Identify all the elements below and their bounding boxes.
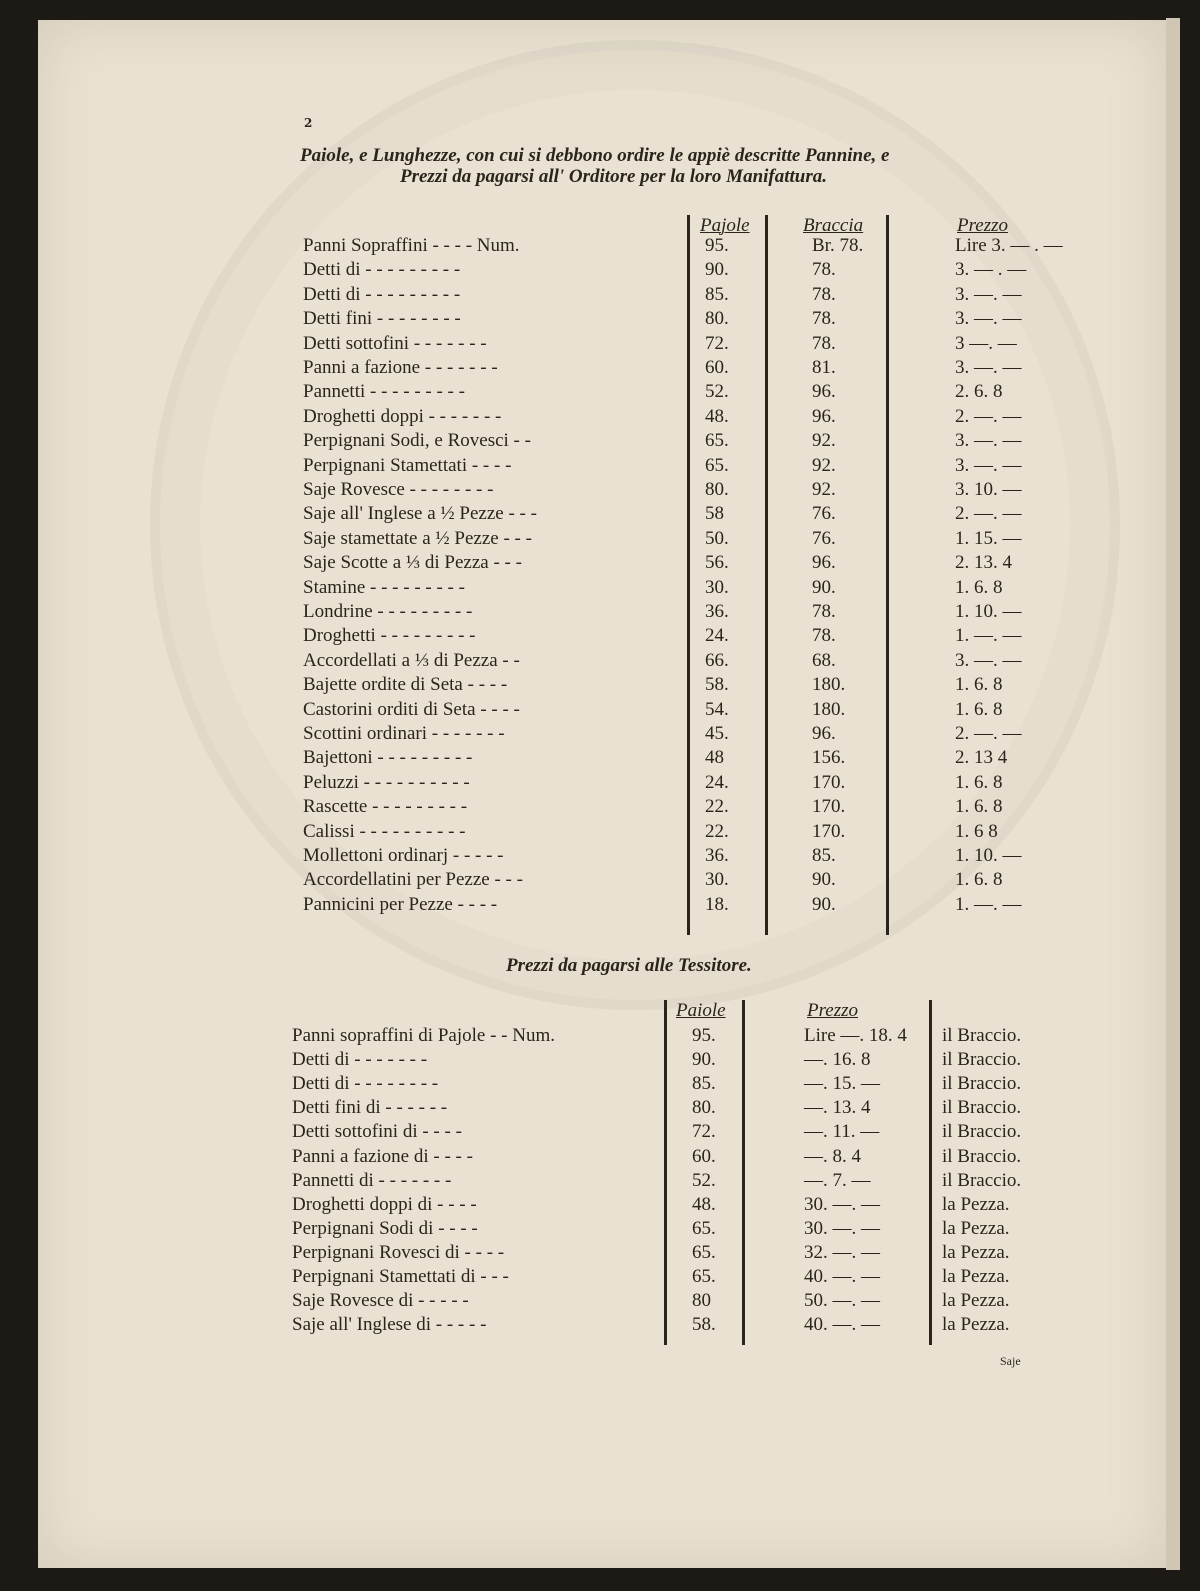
braccia-value: 170.: [812, 796, 846, 818]
prezzo-value: Lire 3. — . —: [955, 235, 1063, 256]
table-row: [0, 650, 1200, 675]
table-row: [0, 235, 1200, 260]
row-label: Perpignani Stamettati di - - -: [292, 1266, 509, 1287]
braccia-value: 92.: [812, 479, 836, 500]
prezzo-value: 3. —. —: [955, 308, 1022, 330]
page-number: 2: [304, 116, 313, 130]
prezzo-value: 2. —. —: [955, 723, 1022, 744]
braccia-value: 78.: [812, 625, 836, 647]
braccia-value: 180.: [812, 674, 846, 696]
table-row: [0, 1242, 1200, 1266]
table-row: [0, 284, 1200, 309]
title-line-2: Prezzi da pagarsi all' Orditore per la loro Manifattura.: [400, 166, 828, 187]
header-paiole: Paiole: [676, 1000, 726, 1021]
paiole-value: 72.: [692, 1121, 716, 1143]
row-label: Calissi - - - - - - - - - -: [303, 820, 466, 842]
pajole-value: 48: [705, 747, 724, 769]
braccia-value: 92.: [812, 430, 836, 452]
braccia-value: 81.: [812, 357, 836, 378]
prezzo-value: 1. 10. —: [955, 845, 1022, 866]
row-label: Panni a fazione - - - - - - -: [303, 357, 498, 378]
pajole-value: 72.: [705, 332, 729, 354]
prezzo-value: 3. —. —: [955, 357, 1022, 378]
prezzo-value: 40. —. —: [804, 1314, 880, 1336]
prezzo-value: 2. 13. 4: [955, 552, 1012, 574]
row-label: Peluzzi - - - - - - - - - -: [303, 771, 470, 793]
braccia-value: 78.: [812, 308, 836, 330]
pajole-value: 24.: [705, 771, 729, 793]
pajole-value: 90.: [705, 259, 729, 281]
header-prezzo: Prezzo: [957, 215, 1009, 236]
table-row: [0, 1290, 1200, 1314]
row-label: Accordellati a ⅓ di Pezza - -: [303, 649, 520, 671]
prezzo-value: 30. —. —: [804, 1193, 880, 1215]
prezzo-value: 40. —. —: [804, 1266, 880, 1287]
braccia-value: 180.: [812, 698, 846, 720]
prezzo-value: 3. —. —: [955, 454, 1022, 476]
row-label: Rascette - - - - - - - - -: [303, 796, 468, 818]
pajole-value: 80.: [705, 308, 729, 330]
row-label: Scottini ordinari - - - - - - -: [303, 723, 505, 744]
unit-label: il Braccio.: [942, 1025, 1022, 1046]
table-row: [0, 699, 1200, 724]
braccia-value: 78.: [812, 259, 836, 281]
pajole-value: 60.: [705, 357, 729, 378]
prezzo-value: Lire —. 18. 4: [804, 1025, 907, 1046]
prezzo-value: 2. —. —: [955, 503, 1022, 525]
table-row: [0, 479, 1200, 504]
table-row: [0, 1266, 1200, 1290]
table-row: [0, 406, 1200, 431]
table-row: [0, 1218, 1200, 1242]
prezzo-value: 1. 15. —: [955, 527, 1022, 549]
table-row: [0, 772, 1200, 797]
row-label: Saje all' Inglese a ½ Pezze - - -: [303, 503, 537, 525]
table-row: [0, 674, 1200, 699]
paiole-value: 60.: [692, 1145, 716, 1167]
unit-label: la Pezza.: [942, 1314, 1010, 1336]
pajole-value: 24.: [705, 625, 729, 647]
prezzo-value: —. 11. —: [804, 1121, 880, 1143]
pajole-value: 80.: [705, 479, 729, 500]
braccia-value: 76.: [812, 527, 836, 549]
prezzo-value: 1. 10. —: [955, 601, 1022, 622]
paiole-value: 65.: [692, 1217, 716, 1239]
paiole-value: 95.: [692, 1025, 716, 1046]
section-title-tessitore: Prezzi da pagarsi alle Tessitore.: [506, 955, 752, 976]
paiole-value: 90.: [692, 1049, 716, 1071]
title-line-1: Paiole, e Lunghezze, con cui si debbono ordire le appiè descritte Pannine, e: [300, 145, 890, 166]
braccia-value: 76.: [812, 503, 836, 525]
prezzo-value: 50. —. —: [804, 1290, 880, 1312]
pajole-value: 66.: [705, 649, 729, 671]
unit-label: la Pezza.: [942, 1217, 1010, 1239]
table-row: [0, 821, 1200, 846]
row-label: Panni a fazione di - - - -: [292, 1145, 473, 1167]
unit-label: il Braccio.: [942, 1097, 1022, 1119]
braccia-value: 68.: [812, 649, 836, 671]
row-label: Saje stamettate a ½ Pezze - - -: [303, 527, 532, 549]
braccia-value: 78.: [812, 601, 836, 622]
pajole-value: 30.: [705, 576, 729, 598]
prezzo-value: 1. 6. 8: [955, 869, 1003, 891]
prezzo-value: 1. 6 8: [955, 820, 998, 842]
pajole-value: 85.: [705, 283, 729, 305]
table-row: [0, 1314, 1200, 1338]
table-row: [0, 894, 1200, 919]
table-row: [0, 381, 1200, 406]
prezzo-value: —. 15. —: [804, 1073, 880, 1095]
table-row: [0, 723, 1200, 748]
unit-label: il Braccio.: [942, 1169, 1022, 1191]
table-row: [0, 625, 1200, 650]
row-label: Detti di - - - - - - - -: [292, 1073, 439, 1095]
table-row: [0, 796, 1200, 821]
row-label: Detti sottofini di - - - -: [292, 1121, 462, 1143]
unit-label: il Braccio.: [942, 1121, 1022, 1143]
catchword: Saje: [1000, 1354, 1021, 1368]
prezzo-value: 3. —. —: [955, 649, 1022, 671]
row-label: Stamine - - - - - - - - -: [303, 576, 465, 598]
paiole-value: 52.: [692, 1169, 716, 1191]
braccia-value: 85.: [812, 845, 836, 866]
row-label: Droghetti doppi - - - - - - -: [303, 405, 502, 427]
paiole-value: 48.: [692, 1193, 716, 1215]
prezzo-value: —. 7. —: [804, 1169, 871, 1191]
braccia-value: 78.: [812, 332, 836, 354]
prezzo-value: 2. —. —: [955, 405, 1022, 427]
pajole-value: 58: [705, 503, 724, 525]
header-pajole: Pajole: [700, 215, 750, 236]
prezzo-value: —. 16. 8: [804, 1049, 871, 1071]
row-label: Panni sopraffini di Pajole - - Num.: [292, 1025, 555, 1046]
braccia-value: 156.: [812, 747, 846, 769]
table-row: [0, 1146, 1200, 1170]
table-row: [0, 1170, 1200, 1194]
row-label: Detti sottofini - - - - - - -: [303, 332, 487, 354]
row-label: Droghetti doppi di - - - -: [292, 1193, 477, 1215]
unit-label: la Pezza.: [942, 1193, 1010, 1215]
table-row: [0, 1025, 1200, 1049]
prezzo-value: 1. 6. 8: [955, 698, 1003, 720]
table-row: [0, 333, 1200, 358]
braccia-value: 96.: [812, 405, 836, 427]
prezzo-value: 1. 6. 8: [955, 796, 1003, 818]
prezzo-value: 1. —. —: [955, 625, 1022, 647]
row-label: Saje all' Inglese di - - - - -: [292, 1314, 487, 1336]
pajole-value: 65.: [705, 430, 729, 452]
row-label: Accordellatini per Pezze - - -: [303, 869, 523, 891]
row-label: Detti di - - - - - - - - -: [303, 283, 461, 305]
braccia-value: Br. 78.: [812, 235, 864, 256]
pajole-value: 36.: [705, 845, 729, 866]
row-label: Droghetti - - - - - - - - -: [303, 625, 476, 647]
row-label: Saje Rovesce di - - - - -: [292, 1290, 469, 1312]
table-row: [0, 503, 1200, 528]
prezzo-value: 3. 10. —: [955, 479, 1022, 500]
pajole-value: 36.: [705, 601, 729, 622]
table-row: [0, 430, 1200, 455]
row-label: Perpignani Stamettati - - - -: [303, 454, 512, 476]
row-label: Perpignani Sodi di - - - -: [292, 1217, 478, 1239]
braccia-value: 170.: [812, 820, 846, 842]
table-row: [0, 552, 1200, 577]
row-label: Saje Rovesce - - - - - - - -: [303, 479, 494, 500]
prezzo-value: 32. —. —: [804, 1241, 880, 1263]
table-row: [0, 747, 1200, 772]
braccia-value: 170.: [812, 771, 846, 793]
row-label: Bajette ordite di Seta - - - -: [303, 674, 508, 696]
pajole-value: 50.: [705, 527, 729, 549]
braccia-value: 96.: [812, 381, 836, 403]
prezzo-value: —. 8. 4: [804, 1145, 861, 1167]
header-prezzo-2: Prezzo: [807, 1000, 859, 1021]
paiole-value: 65.: [692, 1266, 716, 1287]
unit-label: il Braccio.: [942, 1073, 1022, 1095]
unit-label: la Pezza.: [942, 1241, 1010, 1263]
table-row: [0, 357, 1200, 382]
pajole-value: 22.: [705, 820, 729, 842]
table-row: [0, 601, 1200, 626]
table-row: [0, 308, 1200, 333]
prezzo-value: 30. —. —: [804, 1217, 880, 1239]
prezzo-value: 2. 13 4: [955, 747, 1008, 769]
pajole-value: 45.: [705, 723, 729, 744]
table-row: [0, 528, 1200, 553]
paiole-value: 85.: [692, 1073, 716, 1095]
row-label: Mollettoni ordinarj - - - - -: [303, 845, 504, 866]
pajole-value: 22.: [705, 796, 729, 818]
row-label: Detti fini - - - - - - - -: [303, 308, 461, 330]
prezzo-value: 1. 6. 8: [955, 674, 1003, 696]
row-label: Perpignani Rovesci di - - - -: [292, 1241, 505, 1263]
prezzo-value: 2. 6. 8: [955, 381, 1003, 403]
pajole-value: 65.: [705, 454, 729, 476]
prezzo-value: 3. —. —: [955, 283, 1022, 305]
prezzo-value: 1. —. —: [955, 893, 1022, 915]
braccia-value: 96.: [812, 723, 836, 744]
row-label: Castorini orditi di Seta - - - -: [303, 698, 520, 720]
table-row: [0, 1049, 1200, 1073]
braccia-value: 90.: [812, 869, 836, 891]
braccia-value: 90.: [812, 576, 836, 598]
braccia-value: 96.: [812, 552, 836, 574]
paiole-value: 80.: [692, 1097, 716, 1119]
unit-label: il Braccio.: [942, 1145, 1022, 1167]
row-label: Panni Sopraffini - - - - Num.: [303, 235, 520, 256]
braccia-value: 78.: [812, 283, 836, 305]
row-label: Detti di - - - - - - - - -: [303, 259, 461, 281]
prezzo-value: —. 13. 4: [804, 1097, 871, 1119]
pajole-value: 58.: [705, 674, 729, 696]
pajole-value: 54.: [705, 698, 729, 720]
pajole-value: 52.: [705, 381, 729, 403]
table-row: [0, 1121, 1200, 1145]
pajole-value: 48.: [705, 405, 729, 427]
row-label: Perpignani Sodi, e Rovesci - -: [303, 430, 531, 452]
pajole-value: 95.: [705, 235, 729, 256]
paiole-value: 65.: [692, 1241, 716, 1263]
table-row: [0, 845, 1200, 870]
row-label: Londrine - - - - - - - - -: [303, 601, 473, 622]
prezzo-value: 3. — . —: [955, 259, 1027, 281]
row-label: Detti fini di - - - - - -: [292, 1097, 448, 1119]
table-row: [0, 577, 1200, 602]
table-row: [0, 259, 1200, 284]
table-row: [0, 869, 1200, 894]
row-label: Bajettoni - - - - - - - - -: [303, 747, 473, 769]
row-label: Pannetti di - - - - - - -: [292, 1169, 452, 1191]
pajole-value: 56.: [705, 552, 729, 574]
pajole-value: 30.: [705, 869, 729, 891]
braccia-value: 90.: [812, 893, 836, 915]
table-row: [0, 1194, 1200, 1218]
row-label: Pannicini per Pezze - - - -: [303, 893, 498, 915]
unit-label: il Braccio.: [942, 1049, 1022, 1071]
table-row: [0, 455, 1200, 480]
row-label: Saje Scotte a ⅓ di Pezza - - -: [303, 552, 522, 574]
table-row: [0, 1097, 1200, 1121]
header-braccia: Braccia: [803, 215, 864, 236]
unit-label: la Pezza.: [942, 1266, 1010, 1287]
pajole-value: 18.: [705, 893, 729, 915]
prezzo-value: 1. 6. 8: [955, 771, 1003, 793]
unit-label: la Pezza.: [942, 1290, 1010, 1312]
prezzo-value: 1. 6. 8: [955, 576, 1003, 598]
paiole-value: 58.: [692, 1314, 716, 1336]
table-row: [0, 1073, 1200, 1097]
prezzo-value: 3. —. —: [955, 430, 1022, 452]
row-label: Detti di - - - - - - -: [292, 1049, 428, 1071]
row-label: Pannetti - - - - - - - - -: [303, 381, 465, 403]
prezzo-value: 3 —. —: [955, 332, 1017, 354]
braccia-value: 92.: [812, 454, 836, 476]
paiole-value: 80: [692, 1290, 711, 1312]
